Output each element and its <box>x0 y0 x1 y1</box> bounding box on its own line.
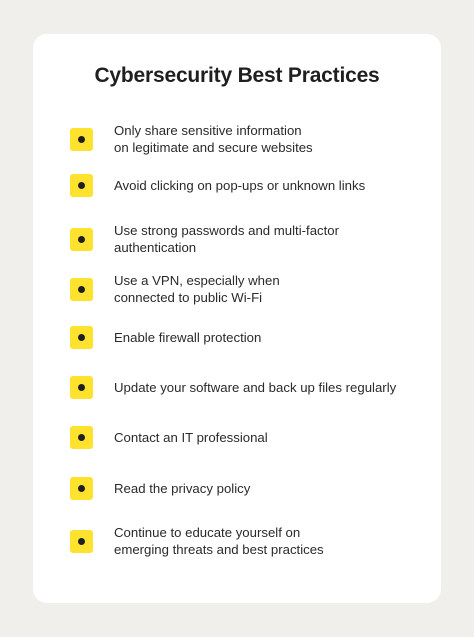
bullet-icon <box>70 228 93 251</box>
list-item-text: Use strong passwords and multi-factor authentication <box>114 223 340 255</box>
bullet-icon <box>70 128 93 151</box>
list-item <box>70 326 420 349</box>
list-item <box>70 272 420 306</box>
list-item <box>70 426 420 449</box>
list-item-text: Enable firewall protection <box>114 330 262 345</box>
list-item-text: Only share sensitive information on legitimate and secure websites <box>114 123 313 155</box>
list-item <box>70 122 420 156</box>
list-item <box>70 524 420 558</box>
list-item-text: Contact an IT professional <box>114 430 268 445</box>
bullet-icon <box>70 477 93 500</box>
list-item <box>70 174 420 197</box>
page-title: Cybersecurity Best Practices <box>94 64 380 87</box>
list-item <box>70 222 420 256</box>
list-item-text: Update your software and back up files regularly <box>114 380 397 395</box>
list-item-text: Use a VPN, especially when connected to public Wi-Fi <box>114 273 280 305</box>
list-item <box>70 477 420 500</box>
list-item <box>70 376 420 399</box>
practices-card <box>33 34 441 603</box>
bullet-icon <box>70 530 93 553</box>
list-item-text: Continue to educate yourself on emerging threats and best practices <box>114 525 324 557</box>
bullet-icon <box>70 326 93 349</box>
bullet-icon <box>70 278 93 301</box>
bullet-icon <box>70 174 93 197</box>
bullet-icon <box>70 426 93 449</box>
bullet-icon <box>70 376 93 399</box>
list-item-text: Avoid clicking on pop-ups or unknown links <box>114 178 366 193</box>
list-item-text: Read the privacy policy <box>114 481 251 496</box>
